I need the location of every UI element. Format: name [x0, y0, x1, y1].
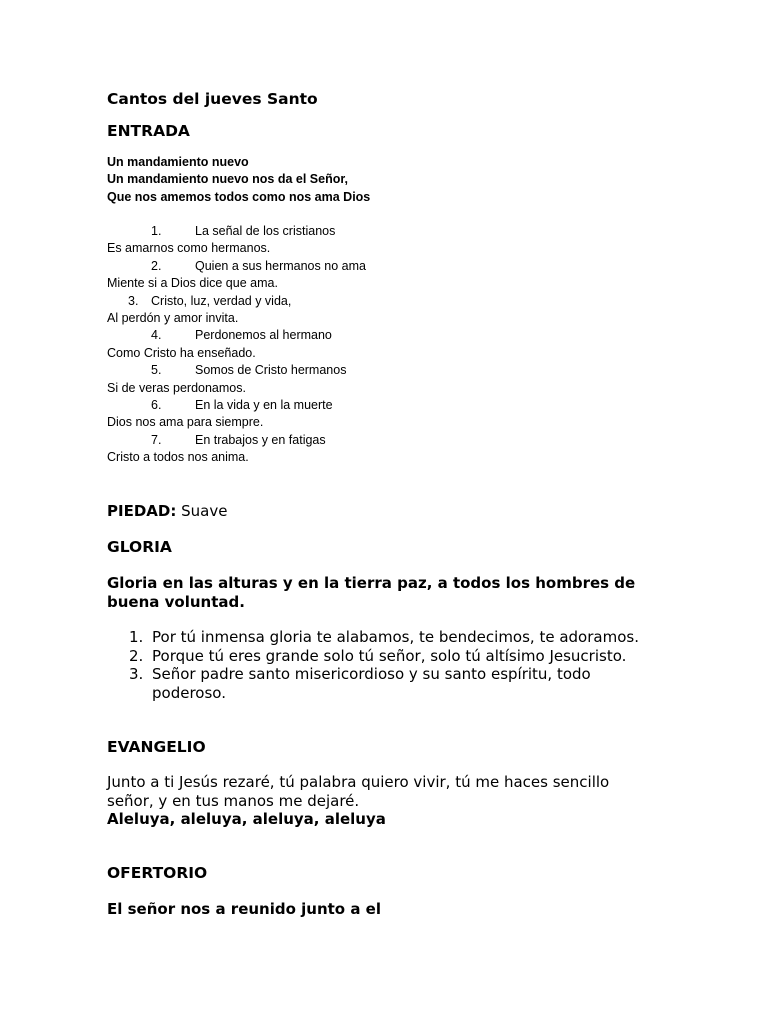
verse-line: Como Cristo ha enseñado.: [107, 345, 256, 360]
evangelio-text: Junto a ti Jesús rezaré, tú palabra quiero vivir, tú me haces sencillo señor, y en tus manos me dejaré.: [107, 773, 610, 810]
verse-line: Si de veras perdonamos.: [107, 380, 246, 395]
evangelio-refrain: Aleluya, aleluya, aleluya, aleluya: [107, 810, 386, 828]
list-text: Señor padre santo misericordioso y su santo espíritu, todo poderoso.: [152, 665, 591, 702]
verse-number: 5.: [151, 363, 162, 378]
verse-line: En trabajos y en fatigas: [195, 432, 326, 447]
verse-number: 1.: [151, 224, 162, 238]
verse-line: Dios nos ama para siempre.: [107, 415, 264, 430]
chorus-line: Un mandamiento nuevo: [107, 155, 249, 169]
verse-number: 3.: [128, 293, 139, 308]
heading-gloria: GLORIA: [107, 538, 172, 556]
ofertorio-text: El señor nos a reunido junto a el: [107, 900, 381, 918]
verse-line: La señal de los cristianos: [195, 224, 336, 238]
list-item: [107, 665, 647, 702]
verse-line: Somos de Cristo hermanos: [195, 363, 347, 378]
verse-line: Al perdón y amor invita.: [107, 310, 239, 325]
verse-line: Cristo, luz, verdad y vida,: [151, 293, 292, 308]
verse-line: Es amarnos como hermanos.: [107, 241, 271, 256]
chorus-line: Que nos amemos todos como nos ama Dios: [107, 189, 371, 204]
list-number: 3.: [129, 665, 144, 683]
piedad-value: Suave: [181, 502, 228, 520]
piedad-line: [107, 502, 227, 520]
heading-ofertorio: OFERTORIO: [107, 864, 208, 882]
list-text: Por tú inmensa gloria te alabamos, te bendecimos, te adoramos.: [152, 628, 639, 646]
verse-line: Quien a sus hermanos no ama: [195, 258, 366, 273]
verse-line: En la vida y en la muerte: [195, 397, 333, 412]
heading-evangelio: EVANGELIO: [107, 738, 206, 756]
list-number: 2.: [129, 646, 144, 665]
heading-entrada: ENTRADA: [107, 122, 190, 140]
verse-number: 7.: [151, 432, 162, 447]
piedad-label: PIEDAD:: [107, 502, 177, 520]
list-item: [107, 628, 647, 647]
chorus-line: Un mandamiento nuevo nos da el Señor,: [107, 172, 349, 187]
list-text: Porque tú eres grande solo tú señor, solo tú altísimo Jesucristo.: [152, 646, 627, 665]
list-number: 1.: [129, 628, 144, 646]
verse-line: Miente si a Dios dice que ama.: [107, 276, 278, 291]
verse-number: 6.: [151, 397, 162, 412]
verse-number: 4.: [151, 328, 162, 343]
verse-line: Cristo a todos nos anima.: [107, 450, 249, 465]
verse-number: 2.: [151, 258, 162, 273]
list-item: [107, 647, 647, 666]
entrada-chorus: [107, 154, 370, 206]
verse-line: Perdonemos al hermano: [195, 328, 332, 343]
gloria-list: [107, 628, 647, 702]
document-title: Cantos del jueves Santo: [107, 90, 318, 108]
gloria-intro: Gloria en las alturas y en la tierra paz, a todos los hombres de buena voluntad.: [107, 574, 636, 611]
